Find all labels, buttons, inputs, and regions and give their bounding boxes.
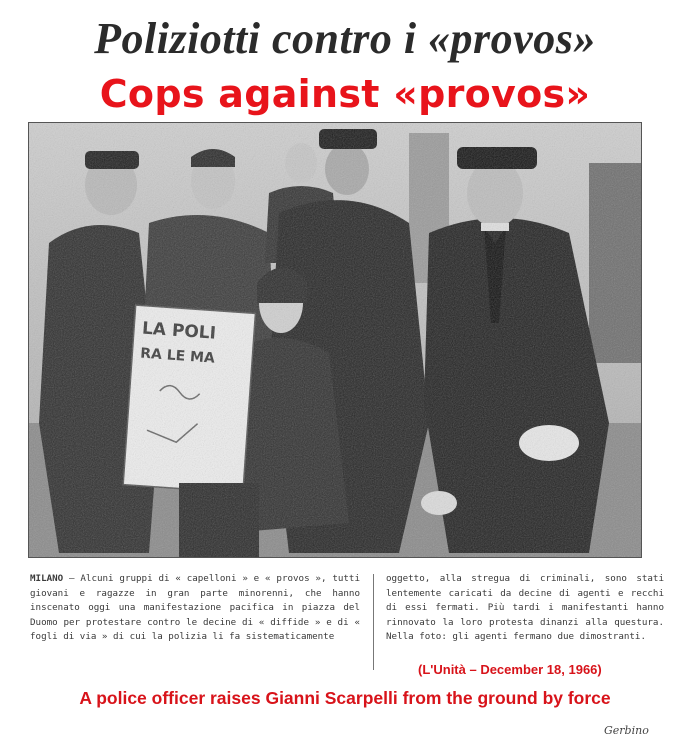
dateline: MILANO xyxy=(30,573,64,584)
news-photo xyxy=(28,122,642,558)
article-column-1 xyxy=(30,572,360,645)
source-citation: (L'Unità – December 18, 1966) xyxy=(418,662,602,677)
italian-headline: Poliziotti contro i «provos» xyxy=(94,14,596,63)
english-headline: Cops against «provos» xyxy=(99,72,591,116)
column-divider xyxy=(373,574,374,670)
author-signature: Gerbino xyxy=(604,724,649,737)
article-column-2: oggetto, alla stregua di criminali, sono stati lentemente caricati da decine di agenti e recchi di essi fermati. Più tardi i manifestanti hanno rinnovato la loro protesta dinanzi alla questura. Nella foto: gli agenti fermano due dimostranti. xyxy=(386,573,664,643)
article-column-1-body: — Alcuni gruppi di « capelloni » e « provos », tutti giovani e ragazze in gran parte minorenni, che hanno inscenato oggi una manifestazione pacifica in piazza del Duomo per protestare contro le decine di « diffide » e di « fogli di via » di cui la polizia li fa sistematicamente xyxy=(30,573,360,643)
photo-caption: A police officer raises Gianni Scarpelli from the ground by force xyxy=(79,688,611,708)
